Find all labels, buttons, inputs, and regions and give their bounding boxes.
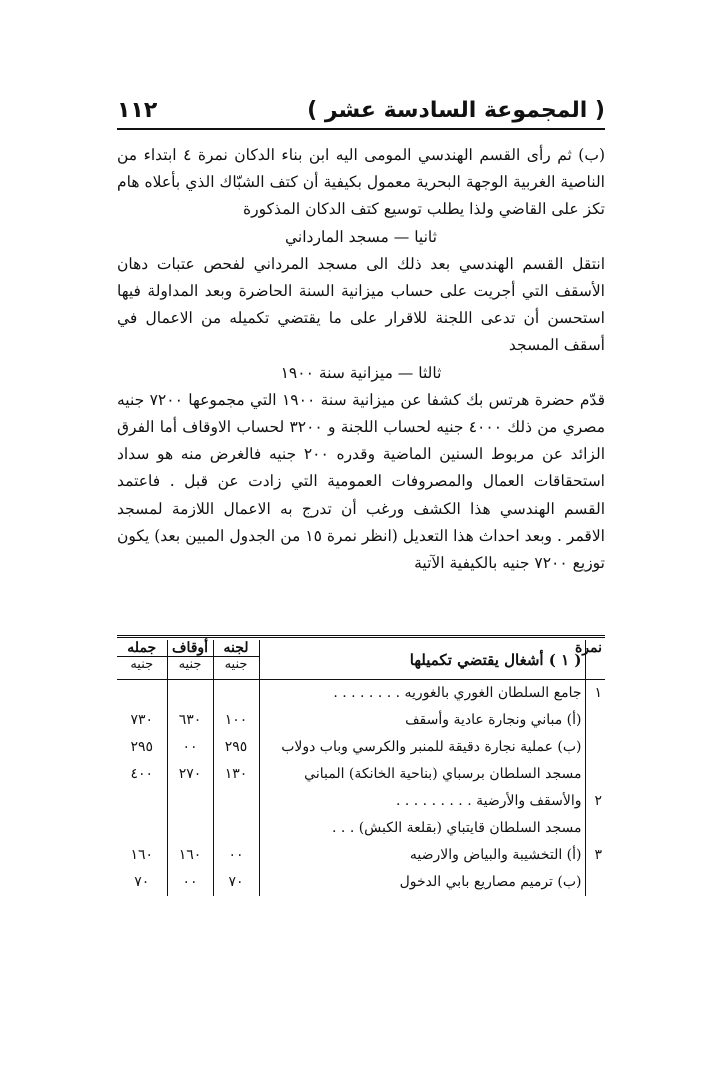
row-description: (أ) التخشيبة والبياض والارضيه [259,842,585,869]
section-title: ( ١ ) أشغال يقتضي تكميلها [409,650,582,669]
heading-budget-1900: ثالثا — ميزانية سنة ١٩٠٠ [280,363,442,382]
row-committee [213,680,259,708]
row-total [117,815,167,842]
row-committee: ٧٠ [213,869,259,896]
table-row [117,707,605,734]
unit-cell-committee: جنيه [213,657,259,680]
table-row [117,842,605,869]
row-awqaf [167,680,213,708]
row-awqaf: ١٦٠ [167,842,213,869]
row-committee: ٠٠ [213,842,259,869]
row-awqaf [167,788,213,815]
unit-cell-number [585,657,605,680]
header-rule [117,128,605,130]
row-total: ٧٣٠ [130,712,154,728]
paragraph-b: (ب) ثم رأى القسم الهندسي المومى اليه ابن بناء الدكان نمرة ٤ ابتداء من الناصية الغربية الوجهة البحرية معمول بكيفية أن كتف الشبّاك الذي بأعلاه هام تكز على القاضي ولذا يطلب توسيع كتف الدكان المذكورة [117,146,605,219]
row-number [585,761,605,788]
row-number [585,815,605,842]
row-awqaf: ٠٠ [167,869,213,896]
row-description: مسجد السلطان برسباي (بناحية الخانكة) المباني [259,761,585,788]
heading-mardani-mosque: ثانيا — مسجد المارداني [285,227,437,246]
running-title: ( المجموعة السادسة عشر ) [307,97,605,123]
col-header-committee: لجنه [213,640,259,657]
budget-table [117,640,605,896]
row-total [117,788,167,815]
col-header-section [259,640,585,680]
row-total: ٤٠٠ [130,766,154,782]
row-awqaf: ٢٧٠ [167,761,213,788]
table-row [117,869,605,896]
row-number [585,869,605,896]
row-description: (ب) عملية نجارة دقيقة للمنبر والكرسي وباب دولاب [259,734,585,761]
body-text [117,142,605,577]
table-row [117,788,605,815]
table-top-rule [117,635,605,638]
table-header-row [117,640,605,657]
row-committee: ١٣٠ [213,761,259,788]
row-committee: ١٠٠ [213,707,259,734]
row-committee: ٢٩٥ [213,734,259,761]
row-description: جامع السلطان الغوري بالغوريه . . . . . . . . [259,680,585,708]
col-header-awqaf: أوقاف [167,640,213,657]
table-row [117,680,605,708]
row-description: مسجد السلطان قايتباي (بقلعة الكبش) . . . [259,815,585,842]
row-total: ١٦٠ [130,847,154,863]
paragraph-mardani: انتقل القسم الهندسي بعد ذلك الى مسجد المرداني لفحص عتبات دهان الأسقف التي أجريت على حساب ميزانية السنة الحاضرة وبعد المداولة فيها استحسن أن تدعى اللجنة للاقرار على ما يقتضي تكميله من الاعمال في أسقف المسجد [117,254,605,355]
col-header-number: نمرة [585,640,605,657]
table-row [117,734,605,761]
row-number [585,707,605,734]
row-description: (ب) ترميم مصاريع بابي الدخول [259,869,585,896]
unit-cell-awqaf: جنيه [167,657,213,680]
page-number: ١١٢ [117,97,158,123]
table-row [117,815,605,842]
row-description: (أ) مباني ونجارة عادية وأسقف [259,707,585,734]
row-total [117,680,167,708]
row-number: ٣ [585,842,605,869]
paragraph-budget: قدّم حضرة هرتس بك كشفا عن ميزانية سنة ١٩٠٠ التي مجموعها ٧٢٠٠ جنيه مصري من ذلك ٤٠٠٠ جنيه لحساب اللجنة و ٣٢٠٠ لحساب الاوقاف أما الفرق الزائد عن مربوط السنين الماضية وقدره ٢٠٠ جنيه فالغرض منه هو سداد استحقاقات العمال والمصروفات العمومية التي زادت عن قبل . فاعتمد القسم الهندسي هذا الكشف ورغب أن تدرج به الاعمال اللازمة لمسجد الاقمر . وبعد احداث هذا التعديل (انظر نمرة ١٥ من الجدول المبين بعد) يكون توزيع ٧٢٠٠ جنيه بالكيفية الآتية [117,390,605,573]
row-committee [213,815,259,842]
row-description: والأسقف والأرضية . . . . . . . . . [259,788,585,815]
col-header-total: جمله [117,640,167,657]
row-committee [213,788,259,815]
row-number [585,734,605,761]
row-total: ٢٩٥ [130,739,154,755]
table-row [117,761,605,788]
row-awqaf: ٠٠ [167,734,213,761]
unit-cell-total: جنيه [117,657,167,680]
row-total: ٧٠ [134,874,150,890]
row-awqaf: ٦٣٠ [167,707,213,734]
row-awqaf [167,815,213,842]
row-number: ٢ [585,788,605,815]
page-header [117,88,605,132]
row-number: ١ [585,680,605,708]
